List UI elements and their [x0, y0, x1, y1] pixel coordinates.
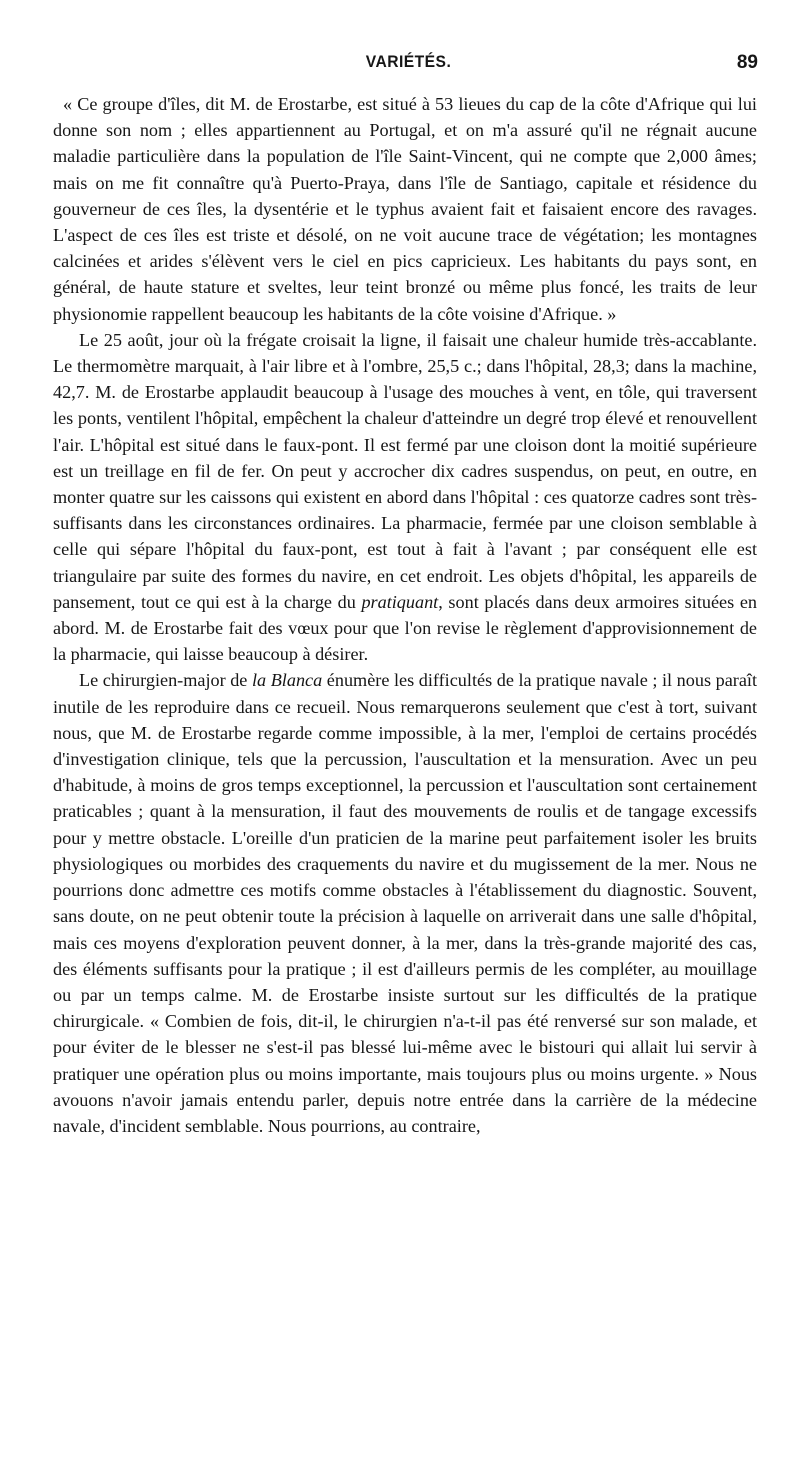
running-title: VARIÉTÉS.: [365, 52, 451, 71]
term-pratiquant: pratiquant: [361, 591, 439, 612]
page-number: 89: [736, 52, 758, 73]
page-header: [58, 52, 758, 82]
ship-name-la-blanca: la Blanca: [251, 670, 323, 691]
paragraph-2-text-a: Le 25 août, jour où la frégate croisait la ligne, il faisait une chaleur humide très-accablante. Le thermomètre marquait, à l'air libre et à l'ombre, 25,5 c.; dans l'hôpital, 28,3; dans la machine, 42,7. M. de Erostarbe applaudit beaucoup à l'usage des mouches à vent, en tôle, qui traversent les ponts, ventilent l'hôpital, empêchent la chaleur d'atteindre un degré trop élevé et renouvellent l'air. L'hôpital est situé dans le faux-pont. Il est fermé par une cloison dont la moitié supérieure est un treillage en fil de fer. On peut y accrocher dix cadres suspendus, on peut, en outre, en monter quatre sur les caissons qui existent en abord dans l'hôpital : ces quatorze cadres sont très-suffisants dans les circonstances ordinaires. La pharmacie, fermée par une cloison semblable à celle qui sépare l'hôpital du faux-pont, est tout à fait à l'avant ; par conséquent elle est triangulaire par suite des formes du navire, en cet endroit. Les objets d'hôpital, les appareils de pansement, tout ce qui est à la charge du: [53, 329, 757, 612]
paragraph-1-text: « Ce groupe d'îles, dit M. de Erostarbe, est situé à 53 lieues du cap de la côte d'Afrique qui lui donne son nom ; elles appartiennent au Portugal, et on m'a assuré qu'il ne régnait aucune maladie particulière dans la population de l'île Saint-Vincent, qui ne compte que 2,000 âmes; mais on me fit connaître qu'à Puerto-Praya, dans l'île de Santiago, capitale et résidence du gouverneur de ces îles, la dysentérie et le typhus avaient fait et faisaient encore des ravages. L'aspect de ces îles est triste et désolé, on ne voit aucune trace de végétation; les montagnes calcinées et arides s'élèvent vers le ciel en pics capricieux. Les habitants du pays sont, en général, de haute stature et sveltes, leur teint bronzé ou même plus foncé, les traits de leur physionomie rappellent beaucoup les habitants de la côte voisine d'Afrique. »: [53, 94, 757, 324]
paragraph-1: [53, 91, 757, 327]
paragraph-3-text-a: Le chirurgien-major de: [79, 670, 252, 691]
body-text: [53, 91, 757, 1139]
paragraph-3-text-b: énumère les difficultés de la pratique navale ; il nous paraît inutile de les reproduire dans ce recueil. Nous remarquerons seulement que c'est à tort, suivant nous, que M. de Erostarbe regarde comme impossible, à la mer, l'emploi de certains procédés d'investigation clinique, tels que la percussion, l'auscultation et la mensuration. Avec un peu d'habitude, à moins de gros temps exceptionnel, la percussion et l'auscultation sont certainement praticables ; quant à la mensuration, il faut des mouvements de roulis et de tangage excessifs pour y mettre obstacle. L'oreille d'un praticien de la marine peut parfaitement isoler les bruits physiologiques ou morbides des craquements du navire et du mugissement de la mer. Nous ne pourrions donc admettre ces motifs comme obstacles à l'établissement du diagnostic. Souvent, sans doute, on ne peut obtenir toute la précision à laquelle on arriverait dans une salle d'hôpital, mais ces moyens d'exploration peuvent donner, à la mer, dans la très-grande majorité des cas, des éléments suffisants pour la pratique ; il est d'ailleurs permis de les compléter, au mouillage ou par un temps calme. M. de Erostarbe insiste surtout sur les difficultés de la pratique chirurgicale. « Combien de fois, dit-il, le chirurgien n'a-t-il pas été renversé sur son malade, et pour éviter de le blesser ne s'est-il pas blessé lui-même avec le bistouri qui allait lui servir à pratiquer une opération plus ou moins importante, mais toujours plus ou moins urgente. » Nous avouons n'avoir jamais entendu parler, depuis notre entrée dans la carrière de la médecine navale, d'incident semblable. Nous pourrions, au contraire,: [53, 670, 757, 1136]
paragraph-2-text-b: , sont placés dans deux armoires situées en abord. M. de Erostarbe fait des vœux pour que l'on revise le règlement d'approvisionnement de la pharmacie, qui laisse beaucoup à désirer.: [53, 591, 757, 665]
paragraph-3: [53, 667, 757, 1139]
paragraph-2: [53, 327, 757, 668]
